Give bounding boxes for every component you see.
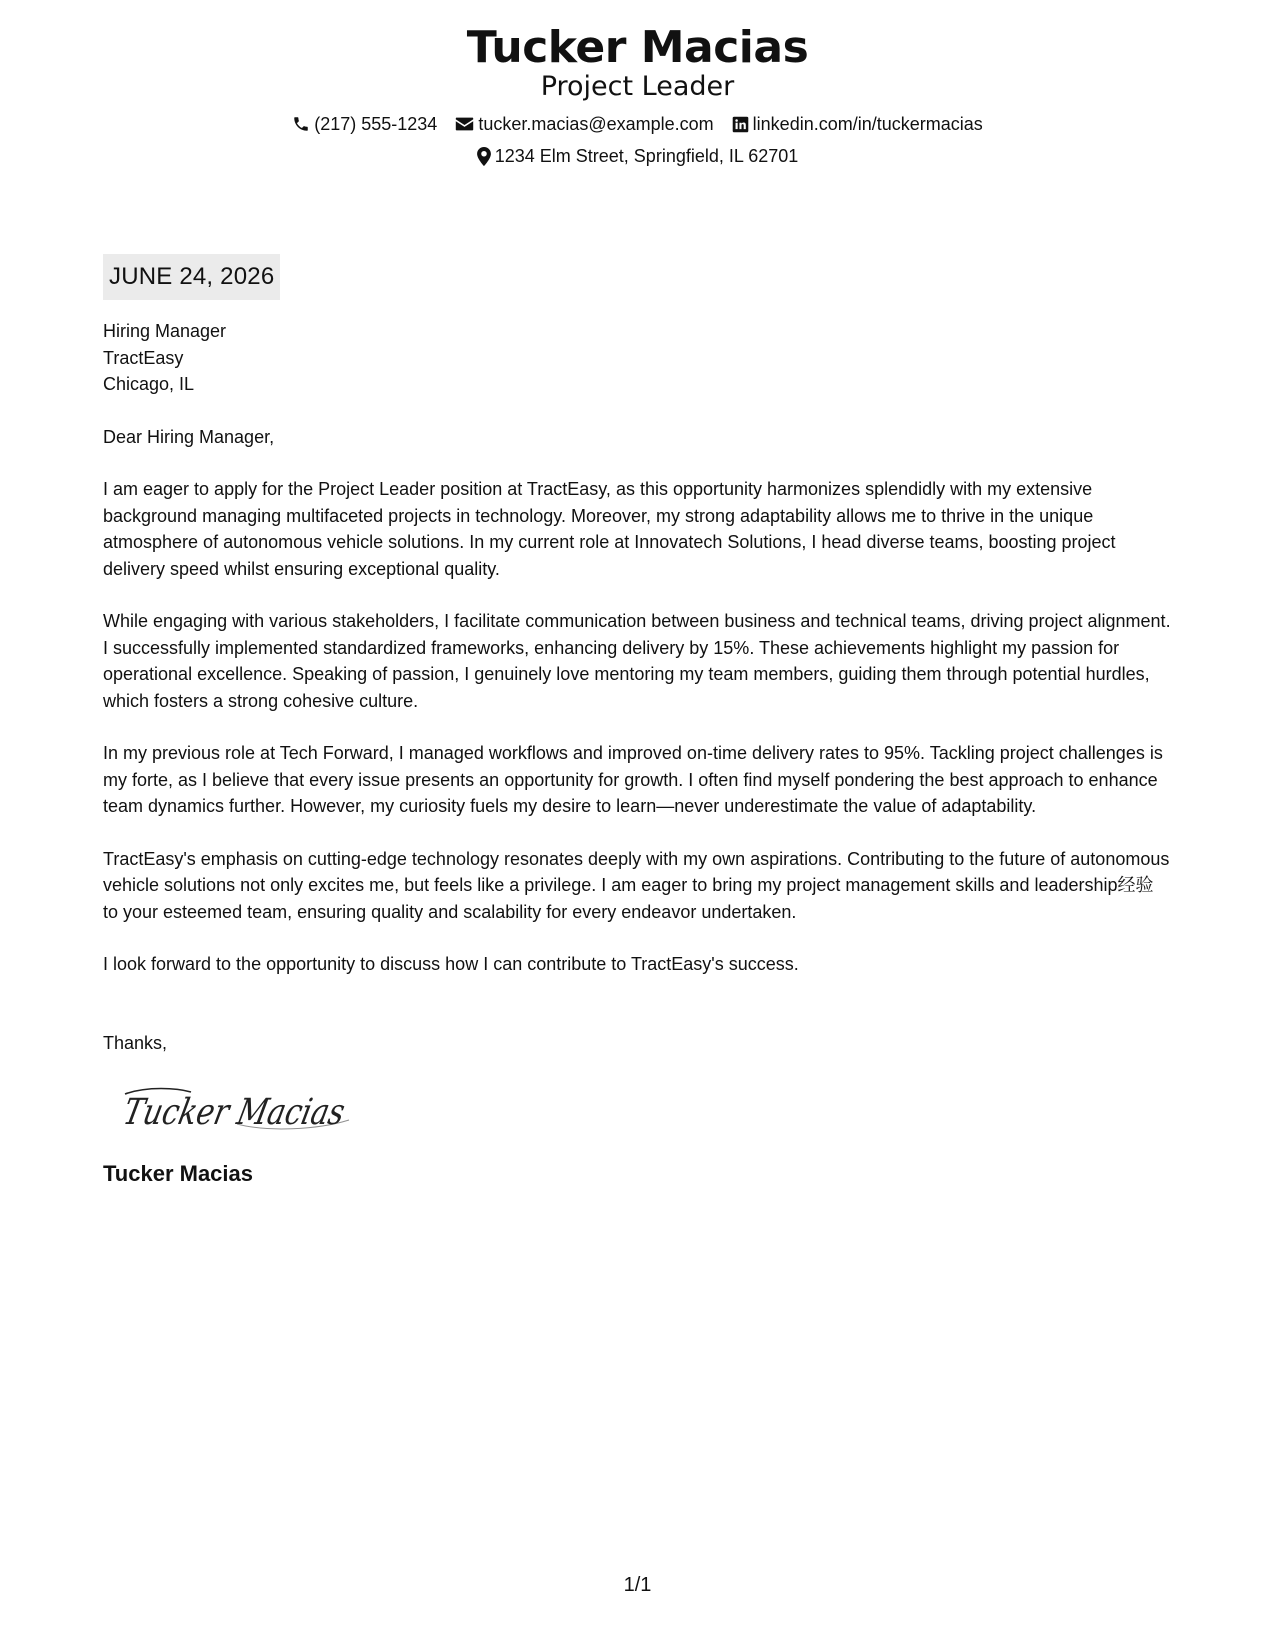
phone-number: (217) 555-1234 [314, 114, 438, 134]
salutation: Dear Hiring Manager, [103, 426, 275, 447]
contact-address [477, 144, 799, 168]
contact-email[interactable] [455, 112, 713, 136]
email-address[interactable]: tucker.macias@example.com [478, 114, 714, 134]
signer-name: Tucker Macias [103, 1161, 254, 1186]
body-paragraph: TractEasy's emphasis on cutting-edge technology resonates deeply with my own aspirations. Contributing to the future of autonomous vehicle solutions not only excites me, but feels like a privilege. I am eager to bring my project management skills and leadership经验 to your esteemed team, ensuring quality and scalability for every endeavor undertaken. [103, 848, 1170, 922]
contact-phone [292, 112, 437, 136]
svg-text:Tucker Macias: Tucker Macias [119, 1090, 398, 1133]
envelope-icon [455, 116, 474, 132]
page-indicator: 1/1 [623, 1574, 652, 1596]
recipient-location: Chicago, IL [103, 374, 195, 394]
letter-body [103, 254, 1173, 1188]
contact-linkedin[interactable] [732, 112, 983, 136]
body-paragraph: While engaging with various stakeholders, I facilitate communication between business and technical teams, driving project alignment. I successfully implemented standardized frameworks, enhancing delivery by 15%. These achievements highlight my passion for operational excellence. Speaking of passion, I genuinely love mentoring my team members, guiding them through potential hurdles, which fosters a strong cohesive culture. [103, 611, 1171, 711]
recipient-company: TractEasy [103, 347, 184, 368]
applicant-title: Project Leader [540, 71, 735, 102]
map-pin-icon [477, 147, 491, 166]
closing: Thanks, [103, 1032, 168, 1053]
phone-icon [292, 115, 310, 133]
body-paragraph: I look forward to the opportunity to discuss how I can contribute to TractEasy's success. [103, 954, 799, 974]
letter-date: JUNE 24, 2026 [103, 254, 280, 300]
linkedin-icon [732, 116, 749, 133]
letter-header [0, 22, 1275, 168]
linkedin-url[interactable]: linkedin.com/in/tuckermacias [752, 114, 983, 134]
recipient-block [103, 318, 1173, 398]
body-paragraph: In my previous role at Tech Forward, I managed workflows and improved on-time delivery rates to 95%. Tackling project challenges is my forte, as I believe that every issue presents an opportunity for growth. I often find myself pondering the best approach to enhance team dynamics further. However, my curiosity fuels my desire to learn—never underestimate the value of adaptability. [103, 743, 1163, 816]
contact-line-primary [0, 112, 1275, 136]
street-address: 1234 Elm Street, Springfield, IL 62701 [494, 146, 799, 166]
applicant-name: Tucker Macias [466, 22, 809, 73]
recipient-name: Hiring Manager [103, 321, 227, 341]
contact-line-address [0, 144, 1275, 168]
body-paragraph: I am eager to apply for the Project Leader position at TractEasy, as this opportunity harmonizes splendidly with my extensive background managing multifaceted projects in technology. Moreover, my strong adaptability allows me to thrive in the unique atmosphere of autonomous vehicle solutions. In my current role at Innovatech Solutions, I head diverse teams, boosting project delivery speed whilst ensuring exceptional quality. [103, 479, 1116, 579]
handwritten-signature [117, 1080, 1173, 1144]
